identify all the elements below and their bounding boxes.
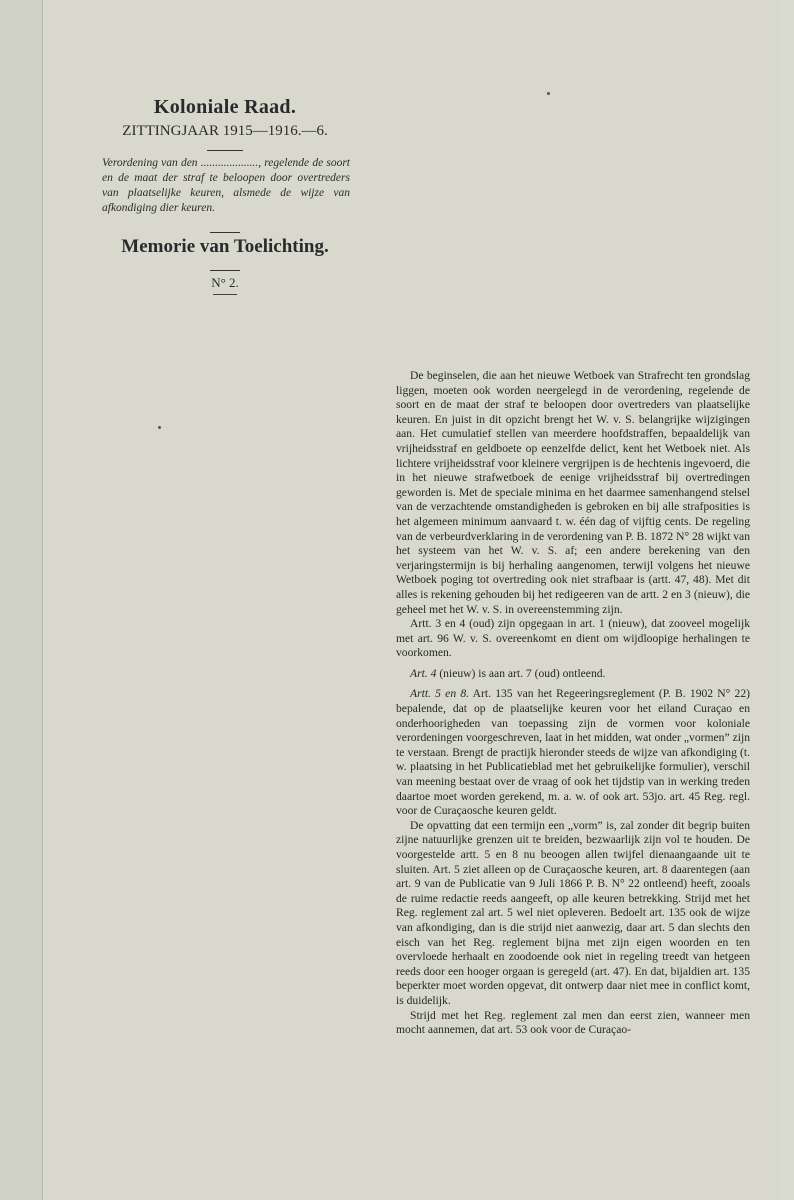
paragraph: De beginselen, die aan het nieuwe Wetboek van Strafrecht ten grondslag liggen, moeten ook worden neergelegd in de verordening, regelende de soort en de maat der straf te beloopen door overtreders van plaatselijke keuren. En juist in dit opzicht brengt het W. v. S. belangrijke wijzigingen aan. Het cumulatief stellen van meerdere hoofdstraffen, bepaaldelijk van vrijheidsstraf en geldboete op eenzelfde delict, kent het Wetboek niet. Als lichtere vrijheidsstraf voor kleinere vergrijpen is de hechtenis ingevoerd, die in het nieuwe strafwetboek de eenige vrijheidsstraf bij overtredingen geworden is. Met de speciale minima en het daarmee samenhangend stelsel van de verzachtende omstandigheden is gebroken en bij alle strafposities is het algemeen minimum aanvaard t. w. één dag of vijftig cents. De regeling van de verbeurdverklaring in de verordening van P. B. 1872 N° 28 wijkt van het systeem van het W. v. S. af; een andere berekening van den verjaringstermijn is bij herhaling aangenomen, terwijl volgens het nieuwe Wetboek poging tot overtreding ook niet strafbaar is (artt. 47, 48). Met dit alles is rekening gehouden bij het redigeeren van de artt. 2 en 3 (nieuw), die geheel met het W. v. S. in overeenstemming zijn. [396, 369, 750, 616]
scan-edge [0, 0, 42, 1200]
paragraph: De opvatting dat een termijn een „vorm” is, zal zonder dit begrip buiten zijne natuurlijke grenzen uit te breiden, bezwaarlijk zijn vol te houden. De voorgestelde artt. 5 en 8 nu beoogen allen twijfel dienaangaande uit te sluiten. Art. 5 ziet alleen op de Curaçaosche keuren, art. 8 daarentegen (aan art. 9 van de Publicatie van 9 Juli 1866 P. B. N° 22 ontleend) heeft, zooals de ruime redactie reeds aangeeft, op alle keuren betrekking. Strijd met het Reg. reglement zal art. 5 wel niet opleveren. Bedoelt art. 135 ook de wijze van afkondiging, dan is die strijd niet aanwezig, daar art. 5 dan slechts den eisch van het Reg. reglement bijna met zijn eigen woorden en ten overvloede herhaalt en zoodoende ook niet in regeling treedt van hetgeen reeds door een hooger orgaan is geregeld (art. 47). En dat, bijaldien art. 135 beperkter moet worden opgevat, dit ontwerp daar niet mee in conflict komt, is duidelijk. [396, 818, 750, 1007]
memo-number: N° 2. [211, 275, 239, 290]
header-divider [207, 150, 243, 151]
memo-divider [210, 270, 240, 271]
memo-title: Memorie van Toelichting. [121, 236, 329, 257]
article-ref: Artt. 5 en 8. [410, 687, 470, 701]
paragraph: Strijd met het Reg. reglement zal men dan eerst zien, wanneer men mocht aannemen, dat art. 53 ook voor de Curaçao- [396, 1008, 750, 1037]
council-title: Koloniale Raad. [153, 96, 297, 118]
paragraph [396, 687, 750, 818]
memo-body [396, 369, 750, 1038]
ordinance-subject: Verordening van den ...................., regelende de soort en de maat der straf te beloopen door overtreders van plaatselijke keuren, alsmede de wijze van afkondiging dier keuren. [102, 157, 350, 214]
paragraph-text: Art. 135 van het Regeeringsreglement (P. B. 1902 N° 22) bepalende, dat op de plaatselijke keuren voor het eiland Curaçao en onderhoorigheden van toepassing zijn de vormen voor koloniale verordeningen voorgeschreven, laat in het midden, wat onder „vormen” zijn te verstaan. Brengt de practijk hieronder steeds de wijze van afkondiging (t. w. plaatsing in het Publicatieblad met het gebruikelijke formulier), verschil van meening bestaat over de vraag of ook het tijdstip van in werking treden daartoe moet worden gerekend, m. a. w. of ook art. 53jo. art. 45 Reg. regl. voor de Curaçaosche keuren geldt. [396, 687, 750, 818]
scan-speck [547, 92, 550, 95]
subject-divider [210, 232, 240, 233]
document-header [100, 96, 350, 161]
number-divider [213, 294, 237, 295]
paragraph: Artt. 3 en 4 (oud) zijn opgegaan in art. 1 (nieuw), dat zooveel mogelijk met art. 96 W. v. S. overeenkomt en dient om wijdloopige herhalingen te voorkomen. [396, 617, 750, 660]
session-year: ZITTINGJAAR 1915—1916.—6. [122, 123, 328, 139]
paragraph-text: (nieuw) is aan art. 7 (oud) ontleend. [436, 666, 606, 680]
article-ref: Art. 4 [410, 666, 437, 680]
scan-speck [158, 426, 161, 429]
paragraph [396, 667, 750, 682]
